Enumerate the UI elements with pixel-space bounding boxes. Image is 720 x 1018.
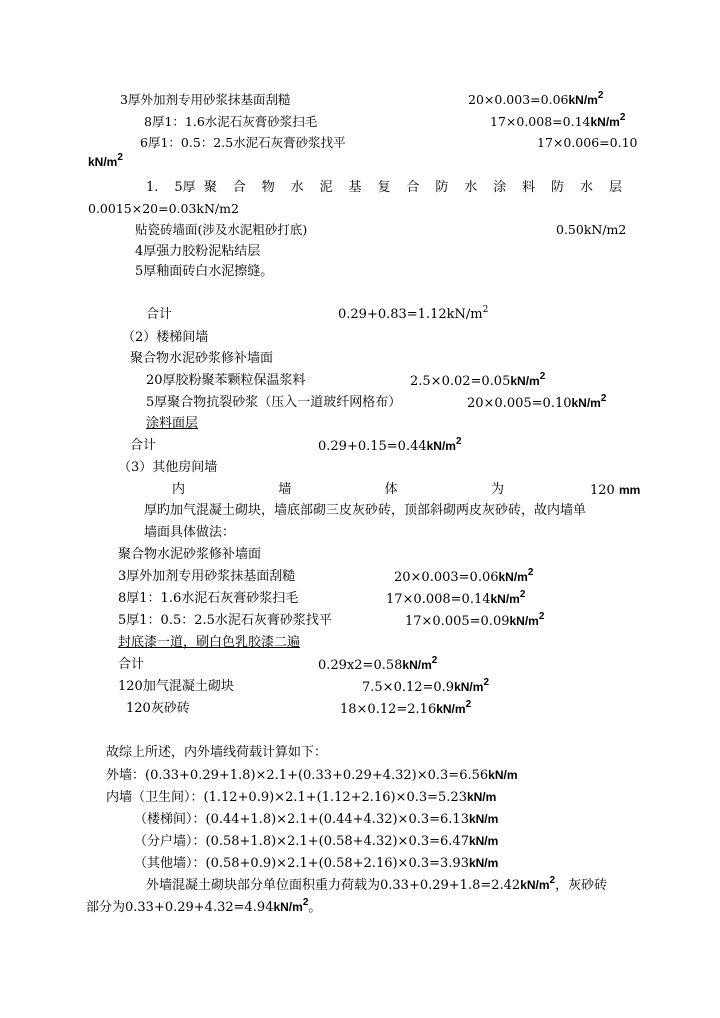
stair-wall-line-1-text: 20厚胶粉聚苯颗粒保温浆料: [146, 373, 306, 388]
ext-wall-line-6-calc: 0.50kN/m2: [556, 222, 627, 237]
unit: kN/m: [273, 900, 303, 914]
unit: kN/m: [466, 790, 497, 804]
spread-char: 泥: [319, 180, 333, 195]
stair-wall-total-calc: [318, 438, 462, 456]
unit: kN/m: [490, 592, 520, 606]
spread-char: 内: [172, 482, 186, 497]
label: （楼梯间）：: [134, 812, 206, 827]
spread-char: 5厚: [174, 180, 196, 195]
other-wall-intro-3: 墙面具体做法：: [144, 525, 236, 540]
spread-char: 1.: [146, 180, 159, 195]
ext-wall-total-label: 合计: [146, 307, 173, 322]
other-wall-aac-text: 120加气混凝土砌块: [118, 679, 234, 694]
spread-char: 水: [290, 180, 304, 195]
other-wall-line-1-calc: [394, 569, 533, 587]
ext-wall-line-2-calc: [490, 114, 625, 132]
unit: kN/m: [468, 856, 499, 870]
calc-value: 17×0.008=0.14: [386, 592, 491, 607]
other-wall-paint: 封底漆一道，刷白色乳胶漆二遍: [118, 635, 301, 650]
stair-wall-heading: （2）楼梯间墙: [122, 330, 209, 345]
unit-exponent: 2: [619, 112, 626, 123]
other-wall-line-3-text: 5厚1：0.5：2.5水泥石灰膏砂浆找平: [118, 613, 332, 628]
spread-char: 防: [551, 180, 565, 195]
calc-value: 20×0.003=0.06: [468, 92, 569, 107]
unit: kN/m: [509, 614, 539, 628]
stair-wall-base: 聚合物水泥砂浆修补墙面: [130, 351, 274, 366]
ext-wall-line-1-text: 3厚外加剂专用砂浆抹基面刮糙: [120, 92, 291, 107]
other-wall-base: 聚合物水泥砂浆修补墙面: [118, 547, 262, 562]
summary-paragraph-line-1: [146, 877, 607, 895]
summary-paragraph-line-2: [86, 899, 321, 917]
text: 部分为0.33+0.29+4.32=4.94: [86, 900, 274, 915]
calc-value: 0.29+0.83=1.12kN/m: [338, 307, 483, 322]
unit-exponent: 2: [431, 655, 438, 666]
unit: kN/m: [402, 658, 432, 672]
spread-char: 料: [522, 180, 536, 195]
unit: kN/m: [590, 115, 620, 129]
other-wall-intro-2: 厚旳加气混凝土砌块，墙底部砌三皮灰砂砖，顶部斜砌两皮灰砂砖，故内墙单: [144, 503, 587, 518]
spread-char: 基: [348, 180, 362, 195]
unit: kN/m: [488, 768, 518, 782]
unit-exponent: 2: [527, 567, 534, 578]
unit-exponent: 2: [539, 371, 546, 382]
summary-interior-stair: [134, 811, 498, 828]
stair-wall-line-2-calc: [467, 395, 606, 413]
ext-wall-line-5-text: 0.0015×20=0.03kN/m2: [88, 201, 239, 216]
unit-exponent: 2: [483, 677, 489, 688]
calc-value: 0.29+0.15=0.44: [318, 439, 427, 454]
calc-value: 20×0.005=0.10: [467, 396, 572, 411]
ext-wall-line-3-unit: [88, 154, 123, 172]
label: （分户墙）：: [134, 834, 206, 849]
other-wall-intro-value: [590, 482, 640, 499]
ext-wall-line-2-text: 8厚1：1.6水泥石灰膏砂浆扫毛: [144, 114, 318, 129]
spread-char: 为: [490, 482, 504, 497]
unit-exponent: 2: [549, 875, 556, 886]
unit: kN/m: [454, 680, 484, 694]
calc-value: (0.44+1.8)×2.1+(0.44+4.32)×0.3=6.13: [205, 812, 469, 827]
spread-char: 聚: [203, 180, 217, 195]
calc-value: 2.5×0.02=0.05: [410, 374, 511, 389]
calc-value: 17×0.008=0.14: [490, 114, 591, 129]
stair-wall-line-2-text: 5厚聚合物抗裂砂浆（压入一道玻纤网格布）: [146, 395, 402, 410]
label: （其他墙）：: [134, 856, 206, 871]
unit: kN/m: [88, 155, 118, 169]
calc-value: (0.58+1.8)×2.1+(0.58+4.32)×0.3=6.47: [205, 834, 469, 849]
unit-exponent: 2: [597, 90, 604, 101]
unit-exponent: 2: [482, 305, 489, 315]
summary-interior-wc: [106, 789, 496, 806]
ext-wall-line-8-text: 5厚釉面砖白水泥擦缝。: [135, 264, 274, 279]
stair-wall-total-label: 合计: [130, 438, 157, 453]
stair-wall-paint: 涂料面层: [146, 416, 199, 431]
calc-value: (0.33+0.29+1.8)×2.1+(0.33+0.29+4.32)×0.3=6.56: [145, 768, 489, 783]
ext-wall-line-6-text: 贴瓷砖墙面(涉及水泥粗砂打底): [135, 222, 308, 237]
text-tail: ，灰砂砖: [555, 878, 608, 893]
spread-char: 涂: [493, 180, 507, 195]
ext-wall-line-1-calc: [468, 92, 603, 110]
spread-char: 防: [435, 180, 449, 195]
other-wall-intro-spread: [172, 482, 504, 498]
unit-exponent: 2: [117, 152, 123, 163]
unit-exponent: 2: [302, 897, 309, 908]
stair-wall-line-1-calc: [410, 373, 545, 391]
unit: kN/m: [520, 878, 550, 892]
spread-char: 墙: [278, 482, 292, 497]
other-wall-brick-calc: [340, 701, 471, 719]
summary-exterior: [106, 767, 517, 784]
other-wall-heading: （3）其他房间墙: [118, 460, 218, 475]
other-wall-line-2-text: 8厚1：1.6水泥石灰膏砂浆扫毛: [118, 591, 299, 606]
other-wall-brick-text: 120灰砂砖: [126, 701, 190, 716]
spread-char: 合: [406, 180, 420, 195]
unit-exponent: 2: [538, 611, 545, 622]
text-tail: 。: [308, 900, 322, 915]
calc-value: (1.12+0.9)×2.1+(1.12+2.16)×0.3=5.23: [203, 790, 467, 805]
other-wall-line-2-calc: [386, 591, 525, 609]
thickness-value: 120: [590, 483, 615, 498]
unit: kN/m: [436, 702, 466, 716]
summary-interior-party: [134, 833, 498, 850]
unit: kN/m: [426, 439, 456, 453]
label: 内墙（卫生间）：: [106, 790, 204, 805]
spread-char: 水: [580, 180, 594, 195]
spread-char: 体: [384, 482, 398, 497]
spread-char: 水: [464, 180, 478, 195]
calc-value: (0.58+0.9)×2.1+(0.58+2.16)×0.3=3.93: [205, 856, 469, 871]
calc-value: 20×0.003=0.06: [394, 570, 499, 585]
ext-wall-line-3-text: 6厚1：0.5：2.5水泥石灰膏砂浆找平: [140, 135, 346, 150]
calc-value: 0.29x2=0.58: [318, 658, 403, 673]
other-wall-line-3-calc: [405, 613, 544, 631]
label: 外墙：: [106, 768, 146, 783]
calc-value: 17×0.005=0.09: [405, 614, 510, 629]
unit: kN/m: [468, 812, 499, 826]
unit-exponent: 2: [600, 393, 607, 404]
other-wall-total-label: 合计: [118, 657, 145, 672]
unit-exponent: 2: [465, 699, 472, 710]
spread-char: 合: [232, 180, 246, 195]
unit-exponent: 2: [455, 436, 462, 447]
calc-value: 18×0.12=2.16: [340, 702, 437, 717]
unit: mm: [618, 483, 641, 497]
spread-char: 层: [608, 180, 622, 195]
spread-char: 复: [377, 180, 391, 195]
unit: kN/m: [568, 93, 598, 107]
ext-wall-line-7-text: 4厚强力胶粉泥粘结层: [135, 244, 261, 259]
ext-wall-line-4-spread: [146, 180, 622, 196]
summary-intro: 故综上所述，内外墙线荷载计算如下：: [106, 745, 328, 760]
summary-interior-other: [134, 855, 498, 872]
other-wall-line-1-text: 3厚外加剂专用砂浆抹基面刮糙: [118, 569, 296, 584]
other-wall-total-calc: [318, 657, 437, 675]
unit: kN/m: [510, 374, 540, 388]
other-wall-aac-calc: [362, 679, 489, 697]
unit: kN/m: [468, 834, 499, 848]
unit: kN/m: [498, 570, 528, 584]
unit: kN/m: [571, 396, 601, 410]
spread-char: 物: [261, 180, 275, 195]
ext-wall-total-calc: [338, 307, 488, 324]
text: 外墙混凝土砌块部分单位面积重力荷载为0.33+0.29+1.8=2.42: [146, 878, 521, 893]
ext-wall-line-3-calc: 17×0.006=0.10: [537, 135, 638, 150]
unit-exponent: 2: [519, 589, 526, 600]
calc-value: 7.5×0.12=0.9: [362, 680, 455, 695]
